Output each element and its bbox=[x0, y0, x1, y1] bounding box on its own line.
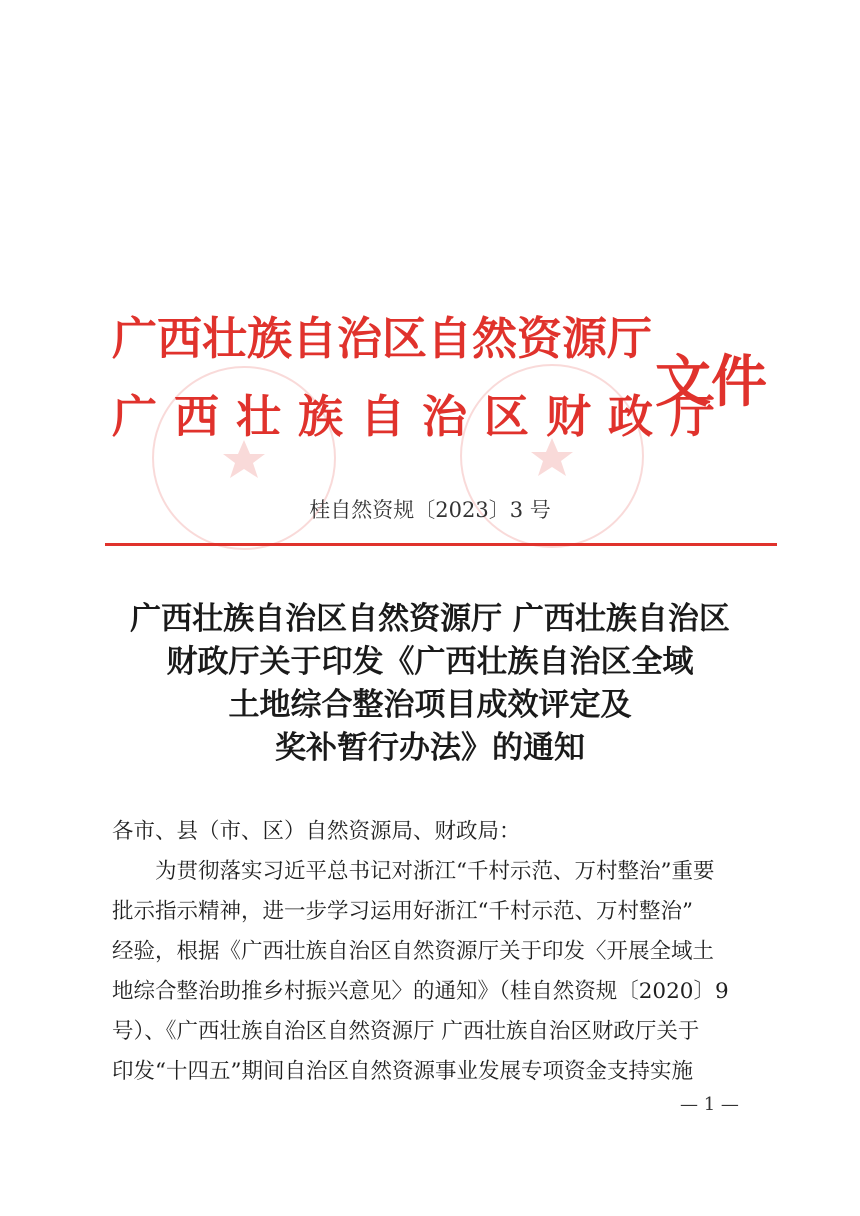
issuer-name-primary: 广西壮族自治区自然资源厅 bbox=[112, 312, 653, 365]
body-text-line: 号）、《广西壮族自治区自然资源厅 广西壮族自治区财政厅关于 bbox=[112, 1019, 700, 1044]
header-divider bbox=[105, 543, 777, 546]
document-label: 文件 bbox=[655, 350, 767, 415]
body-text-line: 地综合整治助推乡村振兴意见〉的通知》（桂自然资规〔2020〕9 bbox=[112, 979, 729, 1004]
body-text-line: 批示指示精神，进一步学习运用好浙江“千村示范、万村整治” bbox=[112, 899, 693, 924]
body-text-line: 经验，根据《广西壮族自治区自然资源厅关于印发〈开展全域土 bbox=[112, 939, 715, 964]
title-line: 土地综合整治项目成效评定及 bbox=[228, 687, 632, 723]
document-body bbox=[112, 812, 752, 1092]
page-number: — 1 — bbox=[680, 1094, 739, 1115]
body-text-line: 印发“十四五”期间自治区自然资源事业发展专项资金支持实施 bbox=[112, 1059, 693, 1084]
document-header bbox=[0, 0, 860, 560]
issuer-name-secondary: 广西壮族自治区财政厅 bbox=[112, 390, 733, 443]
document-title bbox=[0, 598, 860, 770]
salutation: 各市、县（市、区）自然资源局、财政局： bbox=[112, 819, 521, 844]
title-line: 广西壮族自治区自然资源厅 广西壮族自治区 bbox=[130, 601, 730, 637]
body-text-line: 为贯彻落实习近平总书记对浙江“千村示范、万村整治”重要 bbox=[155, 859, 715, 884]
document-number: 桂自然资规〔2023〕3 号 bbox=[309, 498, 551, 522]
title-line: 奖补暂行办法》的通知 bbox=[275, 730, 585, 766]
title-line: 财政厅关于印发《广西壮族自治区全域 bbox=[166, 644, 694, 680]
